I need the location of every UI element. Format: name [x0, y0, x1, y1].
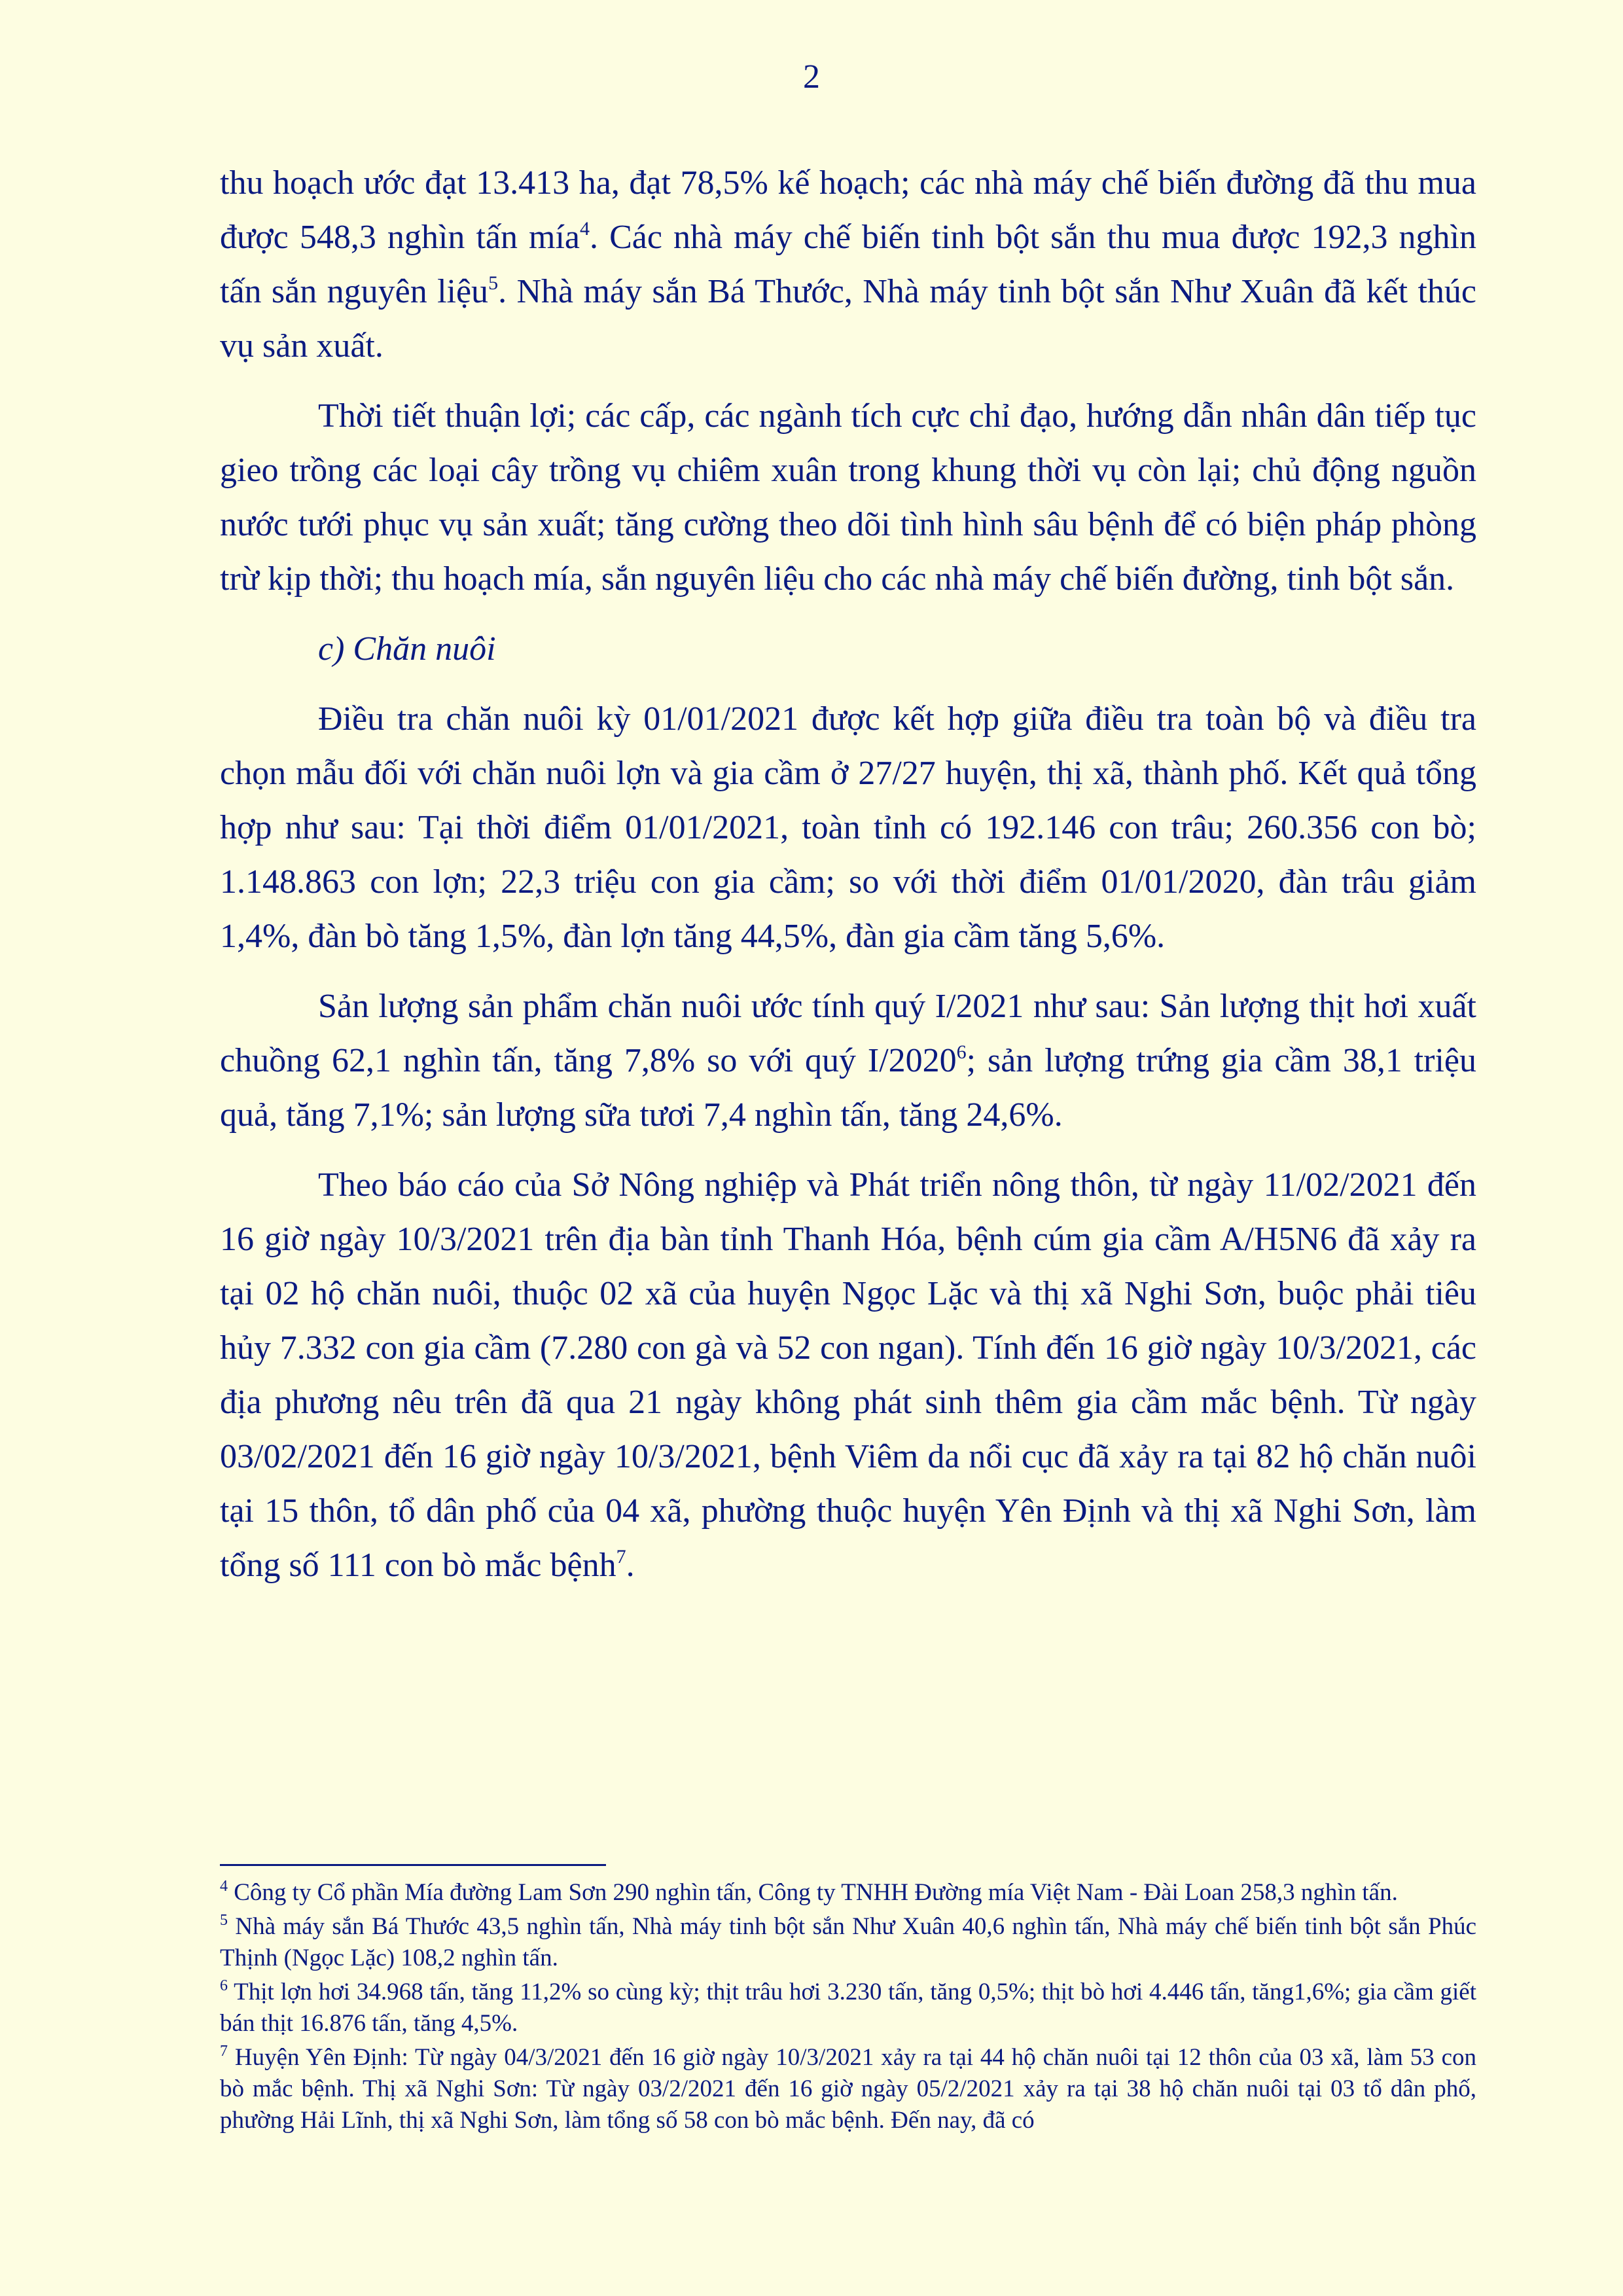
page-number: 2 [803, 58, 820, 96]
footnote-ref-6[interactable]: 6 [956, 1041, 967, 1063]
footnote-7 [220, 2042, 1476, 2136]
footnotes [220, 1877, 1476, 2139]
paragraph-text: thu hoạch ước đạt 13.413 ha, đạt 78,5% kế hoạch; các nhà máy chế biến đường đã thu mua được 548,3 nghìn tấn mía [220, 164, 1476, 256]
footnote-5 [220, 1911, 1476, 1974]
paragraph-text: ; sản lượng trứng gia cầm 38,1 triệu quả, tăng 7,1%; sản lượng sữa tươi 7,4 nghìn tấn, tăng 24,6%. [220, 1042, 1477, 1134]
footnote-number: 6 [220, 1977, 228, 1994]
paragraph-text: Theo báo cáo của Sở Nông nghiệp và Phát triển nông thôn, từ ngày 11/02/2021 đến 16 giờ ngày 10/3/2021 trên địa bàn tỉnh Thanh Hóa, bệnh cúm gia cầm A/H5N6 đã xảy ra tại 02 hộ chăn nuôi, thuộc 02 xã của huyện Ngọc Lặc và thị xã Nghi Sơn, buộc phải tiêu hủy 7.332 con gia cầm (7.280 con gà và 52 con ngan). Tính đến 16 giờ ngày 10/3/2021, các địa phương nêu trên đã qua 21 ngày không phát sinh thêm gia cầm mắc bệnh. Từ ngày 03/02/2021 đến 16 giờ ngày 10/3/2021, bệnh Viêm da nổi cục đã xảy ra tại 82 hộ chăn nuôi tại 15 thôn, tổ dân phố của 04 xã, phường thuộc huyện Yên Định và thị xã Nghi Sơn, làm tổng số 111 con bò mắc bệnh [220, 1166, 1476, 1584]
footnote-ref-4[interactable]: 4 [580, 218, 590, 240]
footnote-text: Thịt lợn hơi 34.968 tấn, tăng 11,2% so cùng kỳ; thịt trâu hơi 3.230 tấn, tăng 0,5%; thịt bò hơi 4.446 tấn, tăng1,6%; gia cầm giết bán thịt 16.876 tấn, tăng 4,5%. [220, 1979, 1476, 2037]
footnote-4 [220, 1877, 1476, 1909]
paragraph-text: . [626, 1547, 635, 1584]
paragraph-text: Sản lượng sản phẩm chăn nuôi ước tính quý I/2021 như sau: Sản lượng thịt hơi xuất chuồng 62,1 nghìn tấn, tăng 7,8% so với quý I/2020 [220, 988, 1476, 1079]
footnote-number: 4 [220, 1878, 228, 1895]
paragraph-livestock-survey: Điều tra chăn nuôi kỳ 01/01/2021 được kết hợp giữa điều tra toàn bộ và điều tra chọn mẫu đối với chăn nuôi lợn và gia cầm ở 27/27 huyện, thị xã, thành phố. Kết quả tổng hợp như sau: Tại thời điểm 01/01/2021, toàn tỉnh có 192.146 con trâu; 260.356 con bò; 1.148.863 con lợn; 22,3 triệu con gia cầm; so với thời điểm 01/01/2020, đàn trâu giảm 1,4%, đàn bò tăng 1,5%, đàn lợn tăng 44,5%, đàn gia cầm tăng 5,6%. [220, 700, 1476, 955]
footnote-ref-7[interactable]: 7 [616, 1546, 626, 1568]
paragraph-livestock-output [220, 979, 1476, 1142]
footnote-number: 5 [220, 1912, 228, 1929]
footnote-text: Công ty Cổ phần Mía đường Lam Sơn 290 nghìn tấn, Công ty TNHH Đường mía Việt Nam - Đài Loan 258,3 nghìn tấn. [234, 1879, 1398, 1906]
body-text [220, 156, 1476, 1608]
footnote-text: Nhà máy sắn Bá Thước 43,5 nghìn tấn, Nhà máy tinh bột sắn Như Xuân 40,6 nghìn tấn, Nhà máy chế biến tinh bột sắn Phúc Thịnh (Ngọc Lặc) 108,2 nghìn tấn. [220, 1913, 1476, 1971]
paragraph-harvest [220, 156, 1476, 373]
footnote-number: 7 [220, 2043, 228, 2060]
paragraph-disease [220, 1158, 1476, 1592]
footnote-text: Huyện Yên Định: Từ ngày 04/3/2021 đến 16 giờ ngày 10/3/2021 xảy ra tại 44 hộ chăn nuôi tại 12 thôn của 03 xã, làm 53 con bò mắc bệnh. Thị xã Nghi Sơn: Từ ngày 03/2/2021 đến 16 giờ ngày 05/2/2021 xảy ra tại 38 hộ chăn nuôi tại 03 tổ dân phố, phường Hải Lĩnh, thị xã Nghi Sơn, làm tổng số 58 con bò mắc bệnh. Đến nay, đã có [220, 2044, 1476, 2134]
paragraph-text: . Các nhà máy chế biến tinh bột sắn thu mua được 192,3 nghìn tấn sắn nguyên liệu [220, 219, 1477, 310]
footnote-6 [220, 1977, 1476, 2039]
footnote-separator [220, 1864, 606, 1866]
section-heading-livestock: c) Chăn nuôi [318, 630, 496, 668]
paragraph-weather: Thời tiết thuận lợi; các cấp, các ngành tích cực chỉ đạo, hướng dẫn nhân dân tiếp tục gieo trồng các loại cây trồng vụ chiêm xuân trong khung thời vụ còn lại; chủ động nguồn nước tưới phục vụ sản xuất; tăng cường theo dõi tình hình sâu bệnh để có biện pháp phòng trừ kịp thời; thu hoạch mía, sắn nguyên liệu cho các nhà máy chế biến đường, tinh bột sắn. [220, 397, 1476, 598]
footnote-ref-5[interactable]: 5 [488, 272, 499, 294]
paragraph-text: . Nhà máy sắn Bá Thước, Nhà máy tinh bột sắn Như Xuân đã kết thúc vụ sản xuất. [220, 273, 1476, 365]
